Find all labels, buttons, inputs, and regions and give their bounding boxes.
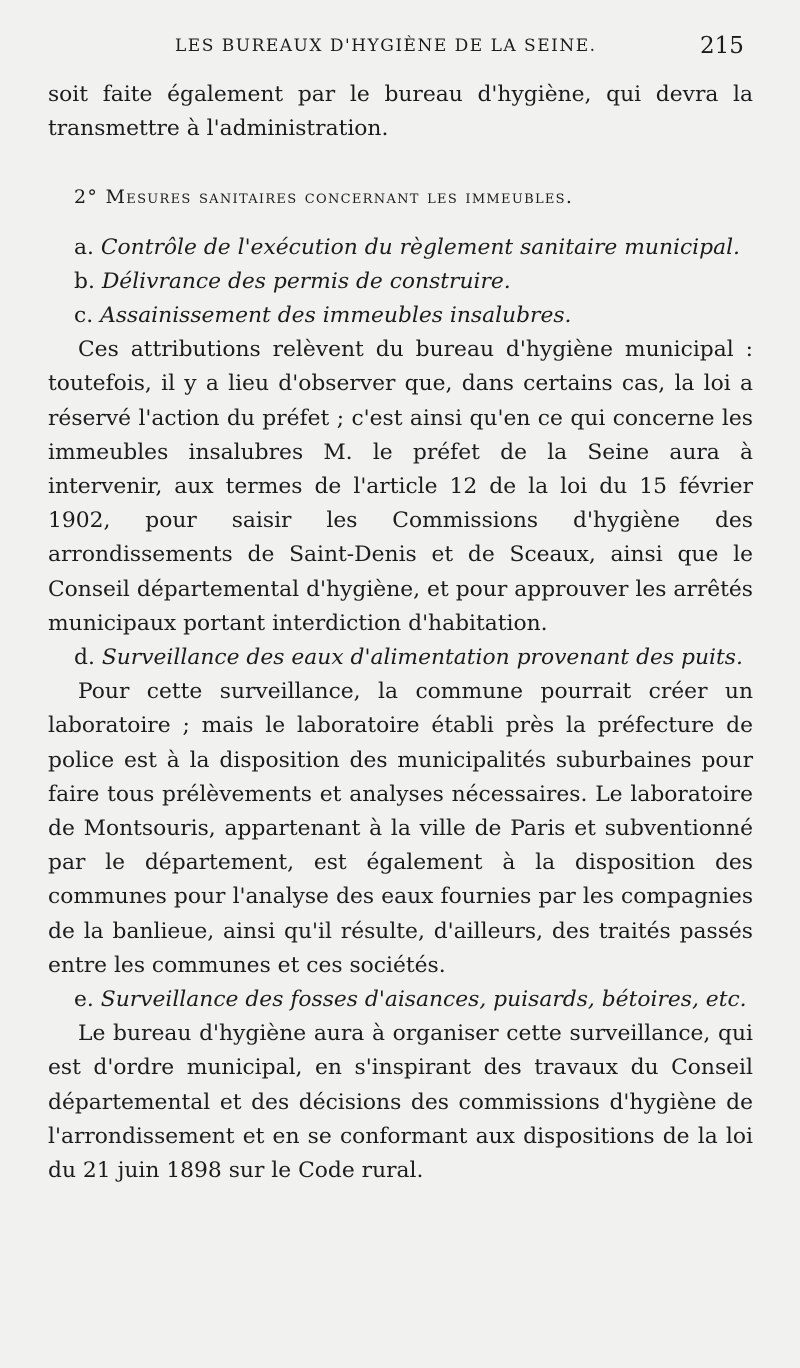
list-item bbox=[48, 231, 753, 265]
item-text: Contrôle de l'exécution du règlement sanitaire municipal. bbox=[100, 234, 740, 260]
paragraph-surveillance: Le bureau d'hygiène aura à organiser cette surveillance, qui est d'ordre municipal, en s'inspirant des travaux du Conseil départemental et des décisions des commissions d'hygiène de l'arrondissement et en se conformant aux dispositions de la loi du 21 juin 1898 sur le Code rural. bbox=[48, 1021, 753, 1184]
running-title: LES BUREAUX D'HYGIÈNE DE LA SEINE. bbox=[175, 36, 597, 56]
item-letter: e. bbox=[74, 987, 94, 1013]
item-text: Surveillance des eaux d'alimentation provenant des puits. bbox=[101, 645, 743, 671]
paragraph-attributions: Ces attributions relèvent du bureau d'hygiène municipal : toutefois, il y a lieu d'observer que, dans certains cas, la loi a réservé l'action du préfet ; c'est ainsi qu'en ce qui concerne les immeubles insalubres M. le préfet de la Seine aura à intervenir, aux termes de l'article 12 de la loi du 15 février 1902, pour saisir les Commissions d'hygiène des arrondissements de Saint-Denis et de Sceaux, ainsi que le Conseil départemental d'hygiène, et pour approuver les arrêtés municipaux portant interdiction d'habitation. bbox=[48, 337, 753, 636]
paragraph-laboratoire: Pour cette surveillance, la commune pourrait créer un laboratoire ; mais le laboratoire établi près la préfecture de police est à la disposition des municipalités suburbaines pour faire tous prélèvements et analyses nécessaires. Le laboratoire de Montsouris, appartenant à la ville de Paris et subventionné par le département, est également à la disposition des communes pour l'analyse des eaux fournies par les compagnies de la banlieue, ainsi qu'il résulte, d'ailleurs, des traités passés entre les communes et ces sociétés. bbox=[48, 679, 753, 978]
page-number: 215 bbox=[700, 33, 744, 59]
item-letter: b. bbox=[74, 268, 95, 294]
list-item bbox=[48, 299, 753, 333]
item-text: Assainissement des immeubles insalubres. bbox=[100, 303, 572, 329]
item-text: Surveillance des fosses d'aisances, puisards, bétoires, etc. bbox=[100, 987, 747, 1013]
list-item bbox=[48, 983, 753, 1017]
section-heading: 2° Mesures sanitaires concernant les immeubles. bbox=[74, 186, 574, 209]
list-item bbox=[48, 265, 753, 299]
list-item bbox=[48, 641, 753, 675]
item-letter: a. bbox=[74, 234, 94, 260]
item-letter: c. bbox=[74, 303, 94, 329]
page-body bbox=[48, 78, 753, 1188]
item-letter: d. bbox=[74, 645, 95, 671]
item-text: Délivrance des permis de construire. bbox=[101, 268, 511, 294]
continuation-paragraph: soit faite également par le bureau d'hygiène, qui devra la transmettre à l'administration. bbox=[48, 82, 753, 142]
